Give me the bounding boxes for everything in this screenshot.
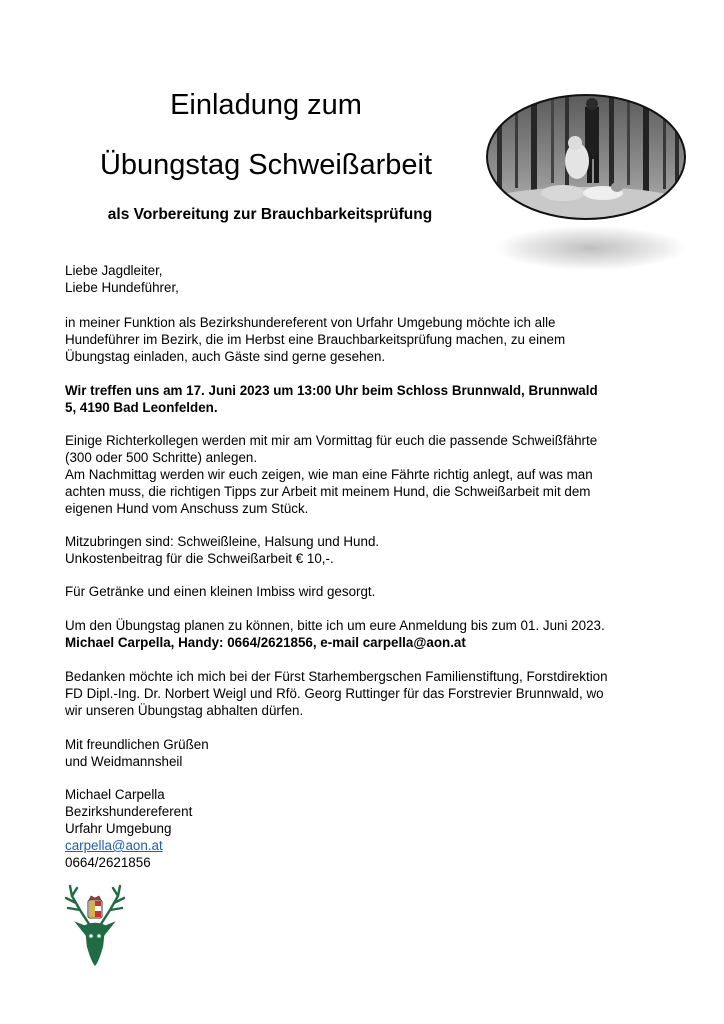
program-paragraph — [65, 432, 665, 517]
greeting-line: Liebe Jagdleiter, — [65, 263, 163, 278]
text-line: wir unseren Übungstag abhalten dürfen. — [65, 703, 304, 718]
meeting-paragraph — [65, 382, 665, 416]
email-link[interactable]: carpella@aon.at — [65, 838, 163, 853]
text-line: FD Dipl.-Ing. Dr. Norbert Weigl und Rfö. Georg Ruttinger für das Forstrevier Brunnwald, wo — [65, 686, 604, 701]
signature-name: Michael Carpella — [65, 787, 165, 802]
closing-paragraph — [65, 736, 665, 770]
intro-paragraph — [65, 314, 665, 365]
title-line-2: Übungstag Schweißarbeit — [99, 149, 433, 181]
greeting-line: Liebe Hundeführer, — [65, 280, 179, 295]
stag-head-emblem-icon — [62, 884, 128, 966]
signature-block — [65, 786, 665, 871]
text-line: Bedanken möchte ich mich bei der Fürst Starhembergschen Familienstiftung, Forstdirektion — [65, 669, 608, 684]
catering-paragraph — [65, 583, 665, 600]
text-line: Mit freundlichen Grüßen — [65, 737, 209, 752]
bring-paragraph — [65, 533, 665, 567]
text-line: Einige Richterkollegen werden mit mir am Vormittag für euch die passende Schweißfährte — [65, 433, 598, 448]
text-line: und Weidmannsheil — [65, 754, 183, 769]
thanks-paragraph — [65, 668, 665, 719]
text-line: achten muss, die richtigen Tipps zur Arbeit mit meinem Hund, die Schweißarbeit mit dem — [65, 484, 591, 499]
text-line: 5, 4190 Bad Leonfelden. — [65, 400, 218, 415]
text-line: Wir treffen uns am 17. Juni 2023 um 13:00 Uhr beim Schloss Brunnwald, Brunnwald — [65, 383, 598, 398]
greeting — [65, 262, 665, 296]
text-line: Hundeführer im Bezirk, die im Herbst eine Brauchbarkeitsprüfung machen, zu einem — [65, 332, 566, 347]
text-line: Mitzubringen sind: Schweißleine, Halsung und Hund. — [65, 534, 380, 549]
title-line-1: Einladung zum — [170, 89, 362, 121]
text-line: (300 oder 500 Schritte) anlegen. — [65, 450, 258, 465]
text-line: Um den Übungstag planen zu können, bitte ich um eure Anmeldung bis zum 01. Juni 2023. — [65, 618, 605, 633]
signature-region: Urfahr Umgebung — [65, 821, 172, 836]
text-line: Übungstag einladen, auch Gäste sind gerne gesehen. — [65, 349, 386, 364]
hunter-with-dogs-photo — [485, 93, 687, 221]
text-line: Am Nachmittag werden wir euch zeigen, wie man eine Fährte richtig anlegt, auf was man — [65, 467, 593, 482]
signature-role: Bezirkshundereferent — [65, 804, 193, 819]
registration-paragraph — [65, 617, 665, 651]
text-line: Unkostenbeitrag für die Schweißarbeit € 10,-. — [65, 551, 334, 566]
signature-phone: 0664/2621856 — [65, 855, 151, 870]
text-line: eigenen Hund vom Anschuss zum Stück. — [65, 501, 309, 516]
text-line: Für Getränke und einen kleinen Imbiss wird gesorgt. — [65, 584, 376, 599]
text-line: in meiner Funktion als Bezirkshundereferent von Urfahr Umgebung möchte ich alle — [65, 315, 556, 330]
subtitle: als Vorbereitung zur Brauchbarkeitsprüfung — [107, 206, 433, 223]
contact-line: Michael Carpella, Handy: 0664/2621856, e-mail carpella@aon.at — [65, 635, 466, 650]
